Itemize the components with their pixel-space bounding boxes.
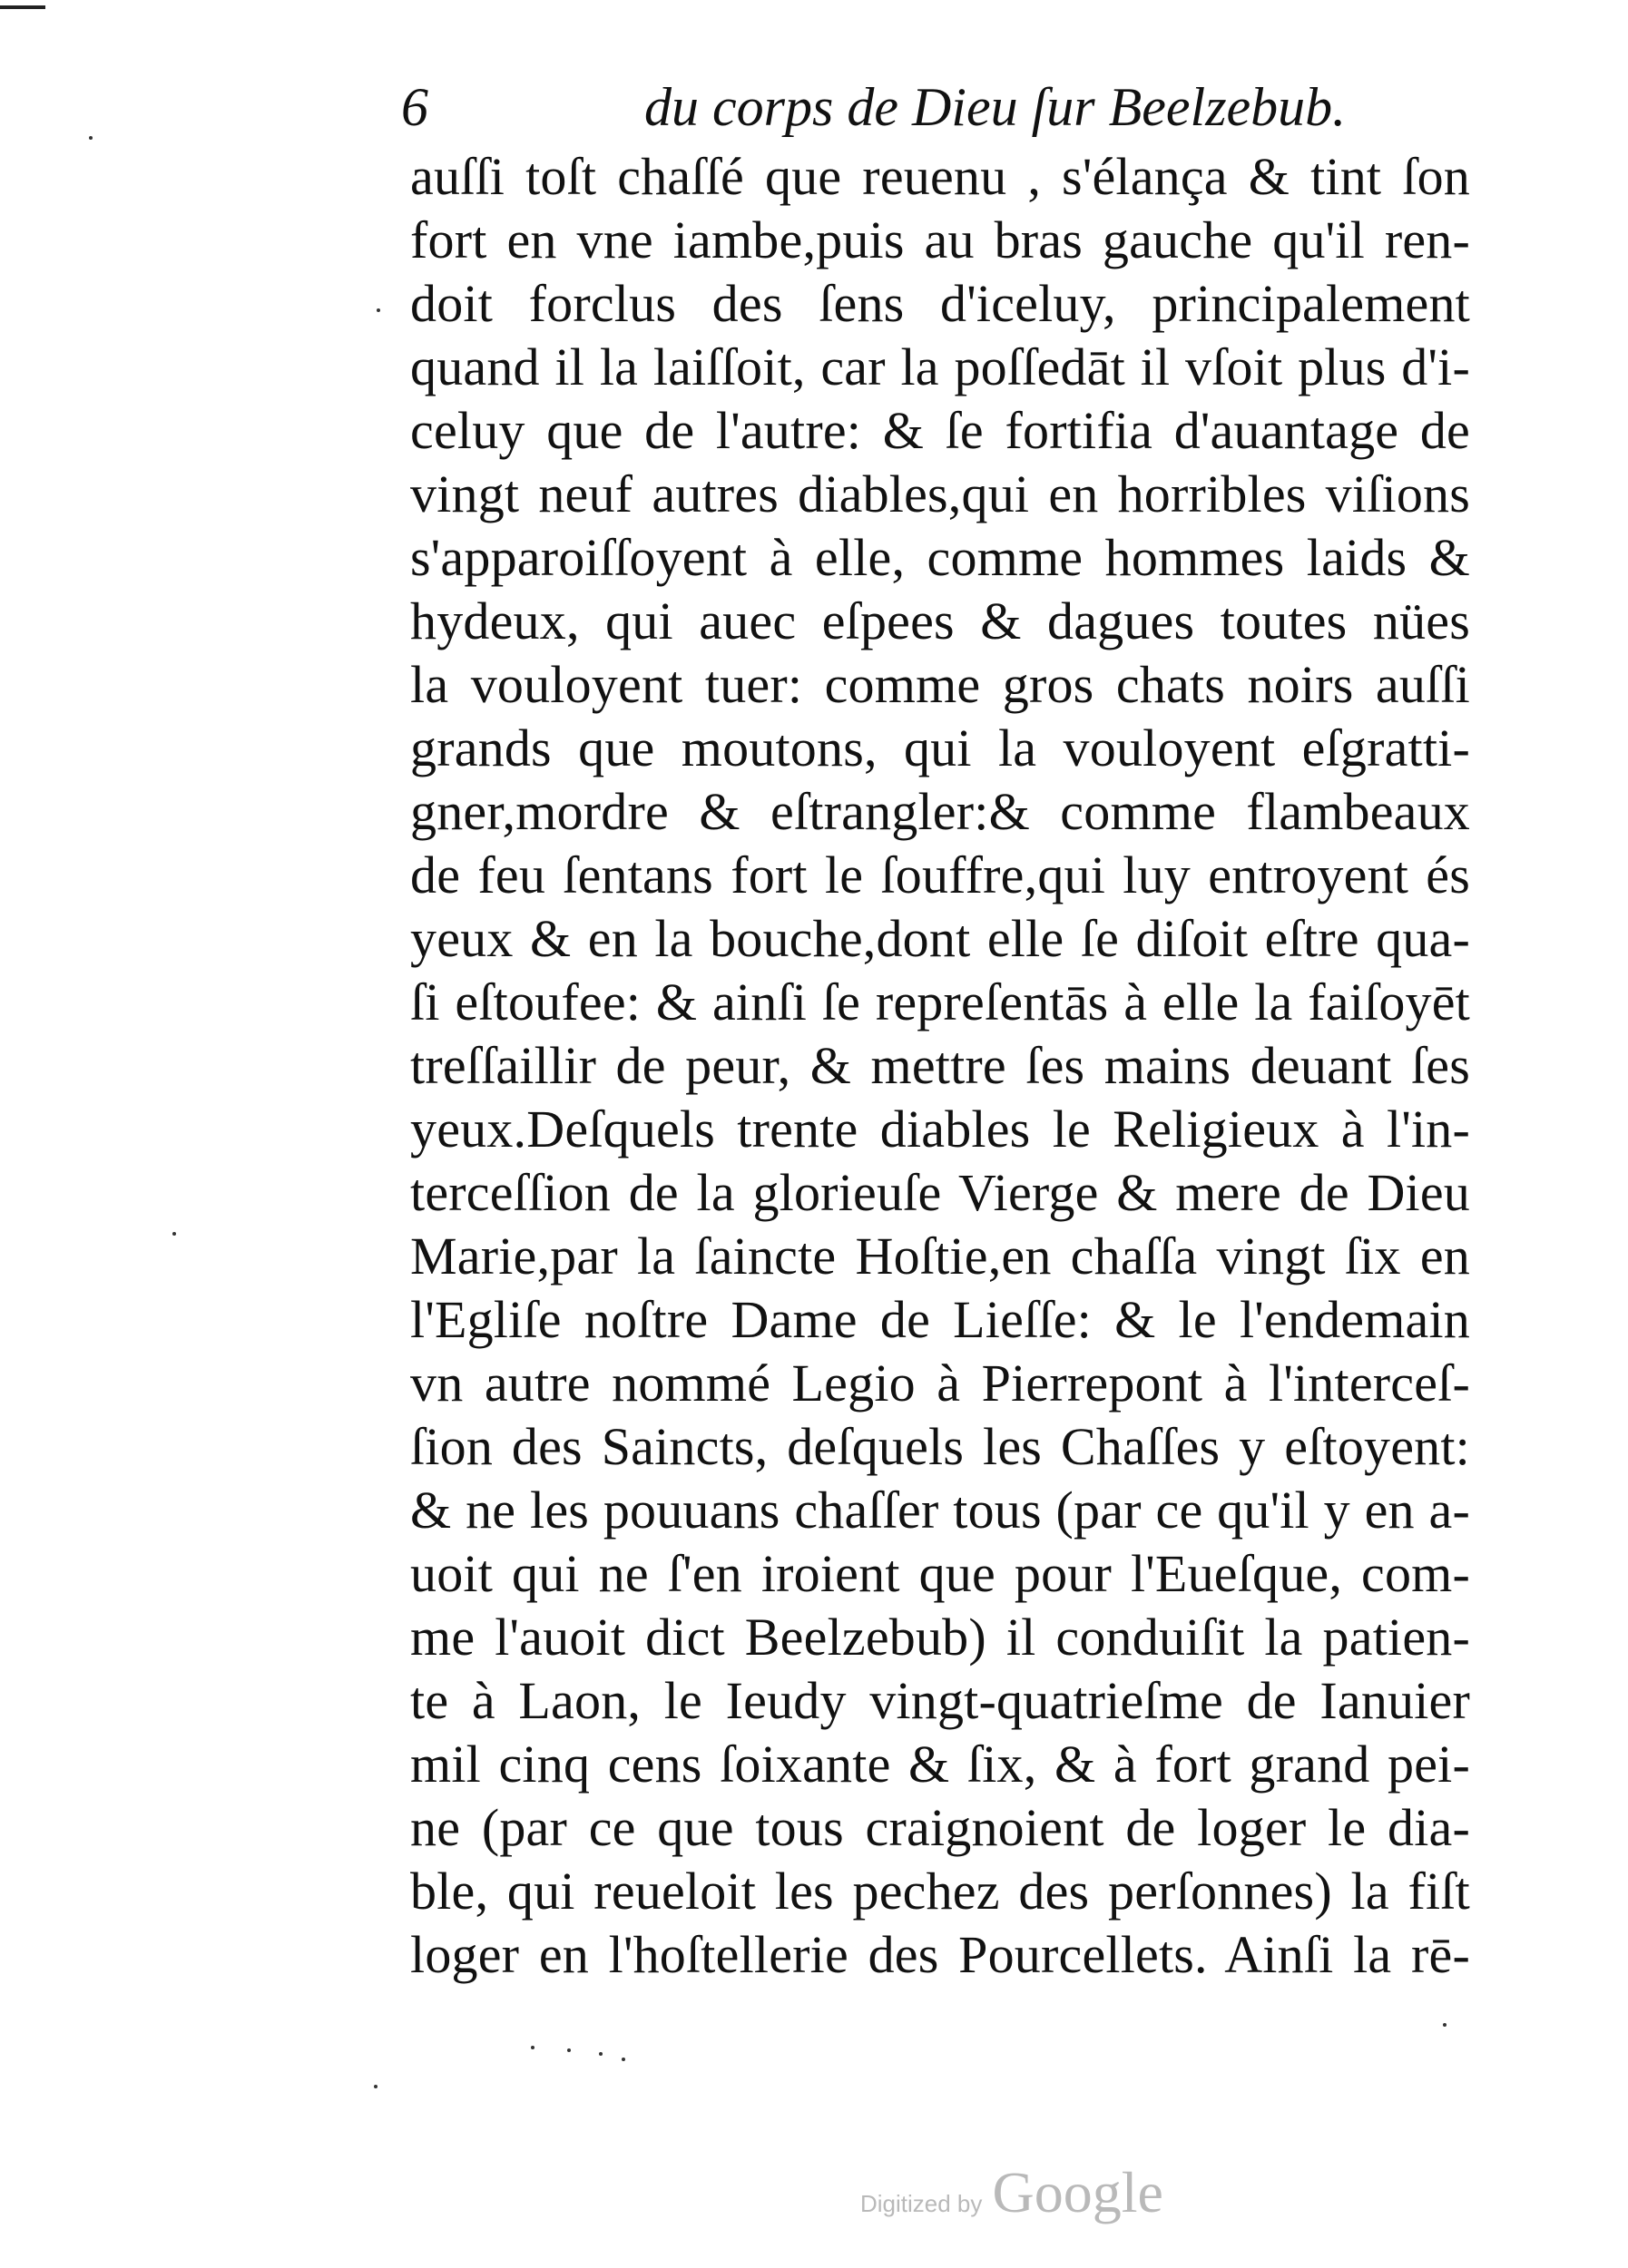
text-line: s'apparoiſſoyent à elle, comme hommes laids & [410,528,1470,587]
text-line: ne (par ce que tous craignoient de loger le dia- [410,1798,1470,1857]
text-line: gner,mordre & eſtrangler:& comme flambeaux [410,782,1470,841]
text-line: te à Laon, le Ieudy vingt-quatrieſme de Ianuier [410,1671,1470,1730]
text-line: me l'auoit dict Beelzebub) il conduiſit la patien- [410,1608,1470,1667]
text-line: quand il la laiſſoit, car la poſſedāt il vſoit plus d'i- [410,337,1470,396]
scan-speck [531,2046,534,2049]
text-line: yeux.Deſquels trente diables le Religieux à l'in- [410,1100,1470,1158]
body-text [410,145,1470,1987]
text-line: ble, qui reueloit les pechez des perſonnes) la fiſt [410,1862,1470,1921]
scan-edge-mark [0,5,45,9]
text-line: auſſi toſt chaſſé que reuenu , s'élança & tint ſon [410,147,1470,206]
watermark-prefix: Digitized by [860,2190,983,2217]
scan-speck [599,2052,603,2056]
page-number: 6 [401,77,428,137]
page-header [401,71,1347,143]
text-line: vn autre nommé Legio à Pierrepont à l'interceſ- [410,1354,1470,1413]
text-line: l'Egliſe noſtre Dame de Lieſſe: & le l'endemain [410,1290,1470,1349]
scan-speck [172,1232,176,1236]
digitization-watermark [860,2159,1223,2223]
text-line: uoit qui ne ſ'en iroient que pour l'Eueſque, com- [410,1544,1470,1603]
text-line: terceſſion de la glorieuſe Vierge & mere de Dieu [410,1163,1470,1222]
text-line: fort en vne iambe,puis au bras gauche qu'il ren- [410,210,1470,269]
text-line: vingt neuf autres diables,qui en horribles viſions [410,464,1470,523]
text-line: hydeux, qui auec eſpees & dagues toutes nües [410,591,1470,650]
text-line: ſi eſtoufee: & ainſi ſe repreſentās à elle la faiſoyēt [410,973,1470,1031]
scan-speck [622,2058,625,2061]
text-line: doit forclus des ſens d'iceluy, principalement [410,274,1470,333]
text-line: yeux & en la bouche,dont elle ſe diſoit eſtre qua- [410,909,1470,968]
text-line: de feu ſentans fort le ſouffre,qui luy entroyent és [410,846,1470,904]
text-line: mil cinq cens ſoixante & ſix, & à fort grand pei- [410,1735,1470,1794]
watermark-brand: Google [992,2160,1163,2224]
text-line: loger en l'hoſtellerie des Pourcellets. Ainſi la rē- [410,1925,1470,1984]
text-line: Marie,par la ſaincte Hoſtie,en chaſſa vingt ſix en [410,1227,1470,1286]
text-line: celuy que de l'autre: & ſe fortifia d'auantage de [410,401,1470,460]
text-line: & ne les pouuans chaſſer tous (par ce qu'il y en a- [410,1481,1470,1540]
running-title: du corps de Dieu ſur Beelzebub. [644,77,1347,137]
scan-speck [567,2048,571,2052]
text-line: treſſaillir de peur, & mettre ſes mains deuant ſes [410,1036,1470,1095]
scan-speck [1443,2023,1447,2027]
scan-speck [377,308,380,312]
text-line: ſion des Saincts, deſquels les Chaſſes y eſtoyent: [410,1417,1470,1476]
scan-speck [374,2085,378,2088]
scan-speck [89,136,93,140]
text-line: la vouloyent tuer: comme gros chats noirs auſſi [410,655,1470,714]
text-line: grands que moutons, qui la vouloyent eſgratti- [410,719,1470,777]
